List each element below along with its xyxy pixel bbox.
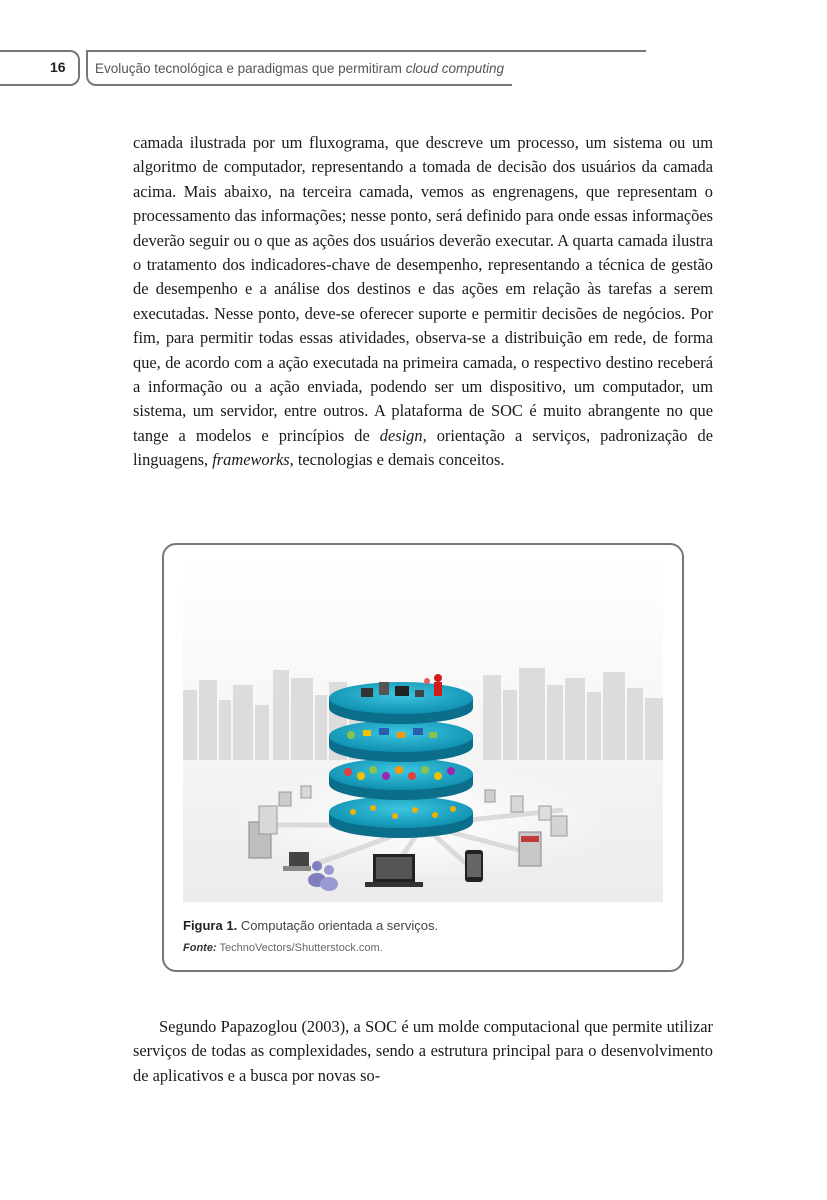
header-rule bbox=[86, 50, 646, 52]
p1-text-c: , tecnologias e demais conceitos. bbox=[289, 450, 505, 470]
p1-frameworks: frameworks bbox=[212, 450, 290, 470]
figure-caption-label: Figura 1. bbox=[183, 918, 238, 933]
page-number-box bbox=[0, 50, 80, 86]
body-paragraph-2: Segundo Papazoglou (2003), a SOC é um molde computacional que permite utilizar serviços de todas as complexidades, sendo a estrutura principal para o desenvolvimento de aplicativos e a busca por novas so- bbox=[133, 1017, 713, 1085]
smartphone bbox=[465, 850, 483, 882]
figure-source-label: Fonte: bbox=[183, 942, 217, 954]
p1-text-a: camada ilustrada por um fluxograma, que descreve um processo, um sistema ou um algoritmo de computador, representando a tomada de decisão dos usuários da camada acima. Mais abaixo, na terceira camada, vemos as engrenagens, que representam o processamento das informações; nesse ponto, será definido para onde essas informações deverão seguir ou o que as ações dos usuários deverão executar. A quarta camada ilustra o tratamento dos indicadores-chave de desempenho, representando a técnica de gestão de desempenho e a análise dos destinos e das ações em relação às tarefas a serem executadas. Nesse ponto, deve-se oferecer suporte e permitir decisões de negócios. Por fim, para permitir todas essas atividades, observa-se a distribuição em rede, de forma que, de acordo com a ação executada na primeira camada, o respectivo destino receberá a informação ou a ação enviada, podendo ser um dispositivo, um computador, um sistema, um servidor, entre outros. A plataforma de SOC é muito abrangente no que tange a modelos e princípios de bbox=[133, 133, 713, 445]
figure-source bbox=[183, 942, 383, 954]
figure-caption-text: Computação orientada a serviços. bbox=[240, 918, 439, 933]
running-title-text: Evolução tecnológica e paradigmas que permitiram bbox=[95, 61, 402, 76]
figure-source-text: TechnoVectors/Shutterstock.com. bbox=[219, 942, 383, 954]
p1-text-b: , orientação a serviços, padronização de linguagens, bbox=[133, 425, 713, 470]
laptop bbox=[365, 854, 423, 887]
figure-caption bbox=[183, 918, 438, 933]
running-title-italic: cloud computing bbox=[405, 61, 504, 76]
running-title bbox=[95, 61, 504, 76]
page-number: 16 bbox=[50, 59, 66, 75]
figure-illustration bbox=[183, 560, 663, 902]
body-paragraph-1 bbox=[133, 131, 713, 473]
p1-design: design bbox=[379, 425, 423, 445]
server-rack-right bbox=[519, 832, 541, 866]
